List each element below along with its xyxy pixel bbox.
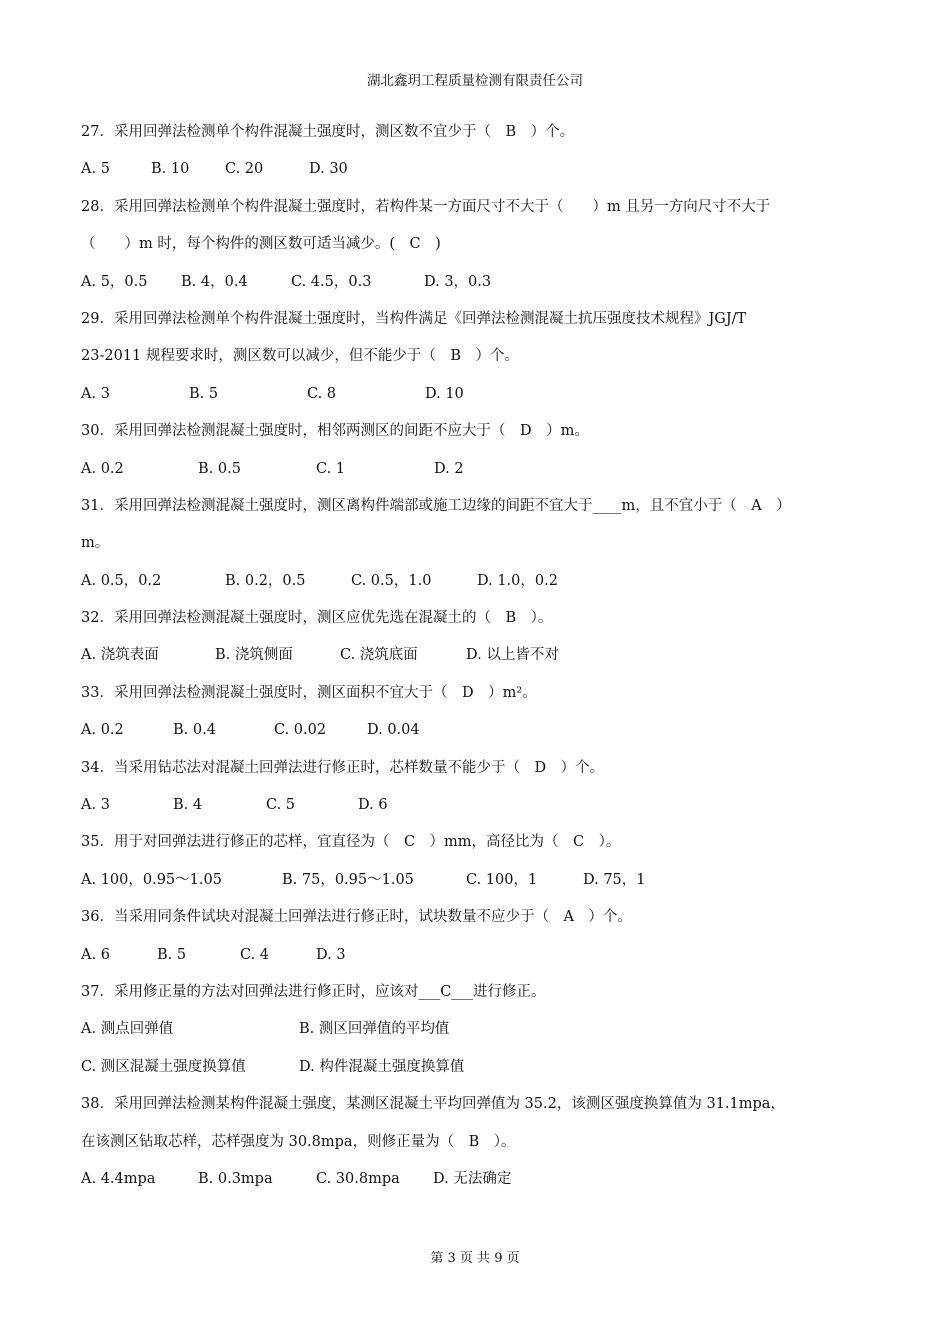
question-text: 35．用于对回弹法进行修正的芯样，宜直径为（ C ）mm，高径比为（ C ）。 [81,834,621,851]
answer-option: B. 10 [151,161,190,178]
question-text: 38．采用回弹法检测某构件混凝土强度，某测区混凝土平均回弹值为 35.2，该测区强度换算值为 31.1mpa， [81,1096,785,1113]
answer-option: A. 0.2 [81,460,124,477]
question-text: 在该测区钻取芯样，芯样强度为 30.8mpa，则修正量为（ B ）。 [81,1133,516,1150]
answer-option: A. 3 [81,797,110,814]
answer-option: D. 30 [309,161,348,178]
answer-option: B. 0.3mpa [198,1170,273,1187]
answer-option: D. 10 [425,385,464,402]
answer-option: D. 3，0.3 [424,273,492,290]
answer-option: C. 0.02 [274,722,327,739]
question-text: 32．采用回弹法检测混凝土强度时，测区应优先选在混凝土的（ B ）。 [81,610,553,627]
answer-option: C. 100，1 [466,871,538,888]
question-text: 29．采用回弹法检测单个构件混凝土强度时，当构件满足《回弹法检测混凝土抗压强度技术规程》JGJ/T [81,310,747,327]
answer-options [81,716,881,753]
answer-option: B. 4，0.4 [181,273,248,290]
answer-option: C. 8 [307,385,337,402]
question-text: 34．当采用钻芯法对混凝土回弹法进行修正时，芯样数量不能少于（ D ）个。 [81,759,605,776]
answer-option: C. 1 [316,460,346,477]
answer-option: A. 6 [81,946,110,963]
answer-option: C. 4.5，0.3 [291,273,372,290]
answer-option: A. 测点回弹值 [81,1021,174,1038]
answer-option: D. 6 [358,797,388,814]
answer-option: D. 75，1 [583,871,646,888]
answer-options [81,941,881,978]
answer-options [81,380,881,417]
page-header: 湖北鑫玥工程质量检测有限责任公司 [367,73,583,89]
answer-option: C. 20 [225,161,264,178]
answer-options [81,155,881,192]
answer-options [81,455,881,492]
answer-option: B. 浇筑侧面 [215,647,293,664]
question-text: 28．采用回弹法检测单个构件混凝土强度时，若构件某一方面尺寸不大于（ ）m 且另一方向尺寸不大于 [81,198,771,215]
question-list [81,118,881,1202]
answer-option: A. 4.4mpa [81,1170,156,1187]
answer-option: B. 0.5 [198,460,241,477]
question-text: m。 [81,535,110,552]
answer-option: D. 构件混凝土强度换算值 [299,1058,465,1075]
question-text: 36．当采用同条件试块对混凝土回弹法进行修正时，试块数量不应少于（ A ）个。 [81,909,632,926]
answer-options [81,791,881,828]
answer-option: C. 浇筑底面 [340,647,418,664]
answer-option: C. 30.8mpa [316,1170,400,1187]
question-text: 31．采用回弹法检测混凝土强度时，测区离构件端部或施工边缘的间距不宜大于____m，且不宜小于（ A ） [81,497,791,514]
question-text: 30．采用回弹法检测混凝土强度时，相邻两测区的间距不应大于（ D ）m。 [81,423,589,440]
answer-option: C. 0.5，1.0 [351,572,432,589]
answer-option: A. 浇筑表面 [81,647,159,664]
answer-option: D. 1.0，0.2 [477,572,558,589]
question-text: 33．采用回弹法检测混凝土强度时，测区面积不宜大于（ D ）m²。 [81,684,537,701]
question-text: 23-2011 规程要求时，测区数可以减少，但不能少于（ B ）个。 [81,348,520,365]
answer-option: D. 以上皆不对 [466,647,559,664]
answer-option: D. 2 [434,460,464,477]
page-footer: 第 3 页 共 9 页 [430,1251,520,1266]
answer-options [81,866,881,903]
answer-option: B. 0.2，0.5 [225,572,306,589]
answer-option: A. 100，0.95～1.05 [81,871,222,888]
question-text: 37．采用修正量的方法对回弹法进行修正时，应该对___C___进行修正。 [81,983,546,1000]
answer-options [81,268,881,305]
question-text: 27．采用回弹法检测单个构件混凝土强度时，测区数不宜少于（ B ）个。 [81,124,575,140]
answer-option: B. 测区回弹值的平均值 [299,1021,450,1038]
answer-options [81,1165,881,1202]
answer-option: B. 5 [189,385,219,402]
answer-options [81,1015,881,1052]
answer-option: C. 测区混凝土强度换算值 [81,1058,246,1075]
answer-option: C. 5 [266,797,296,814]
answer-option: D. 3 [316,946,346,963]
answer-option: A. 0.2 [81,722,124,739]
question-text: （ ）m 时，每个构件的测区数可适当减少。( C ) [81,236,441,253]
answer-option: B. 5 [157,946,187,963]
answer-option: A. 0.5，0.2 [81,572,162,589]
answer-option: D. 无法确定 [433,1170,512,1187]
answer-option: B. 75，0.95～1.05 [282,871,414,888]
answer-option: A. 5，0.5 [81,273,148,290]
answer-option: D. 0.04 [367,722,420,739]
answer-option: A. 5 [81,161,110,178]
answer-options [81,567,881,604]
answer-option: A. 3 [81,385,110,402]
answer-option: B. 4 [173,797,203,814]
answer-option: B. 0.4 [173,722,216,739]
answer-option: C. 4 [240,946,270,963]
answer-options [81,1053,881,1090]
answer-options [81,641,881,678]
